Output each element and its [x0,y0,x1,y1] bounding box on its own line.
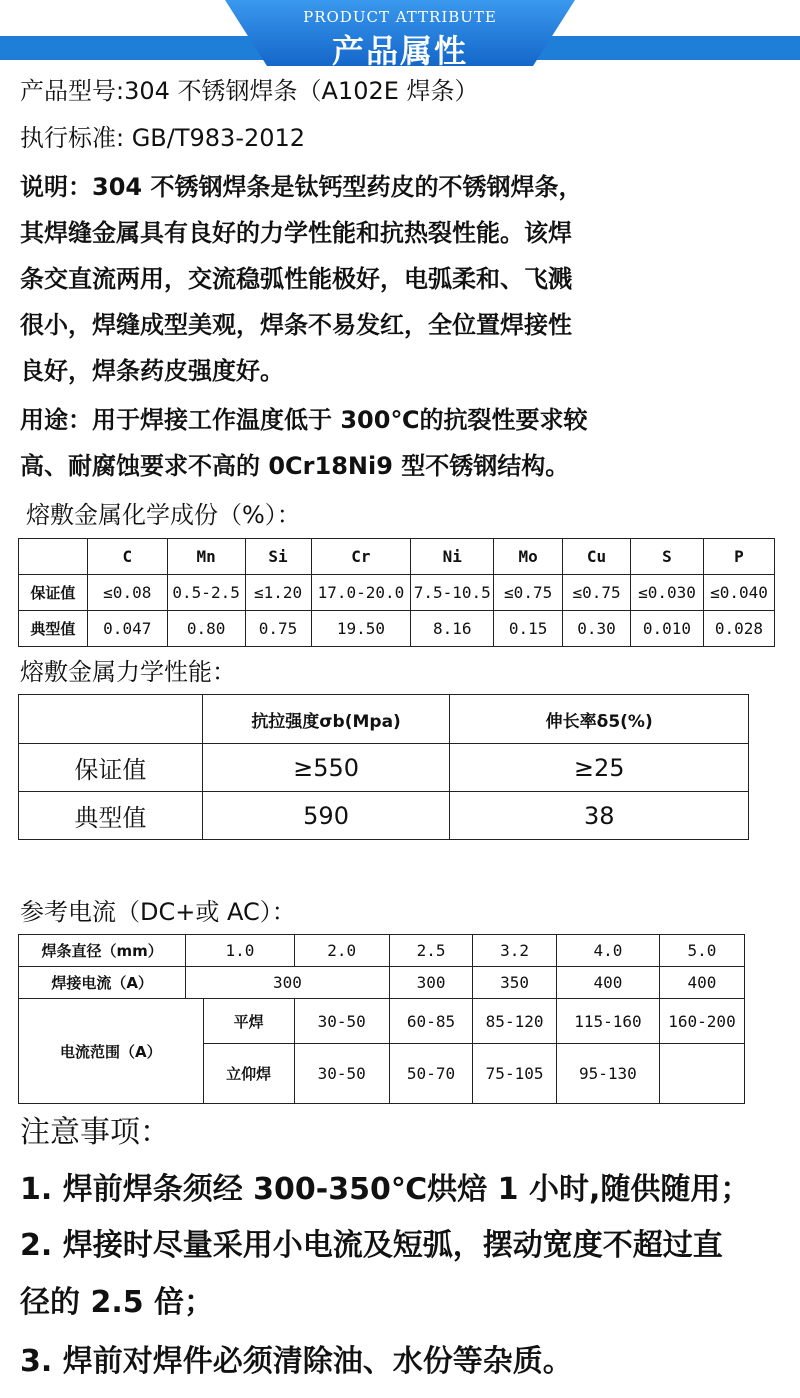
diameter-label: 焊条直径（mm） [19,935,186,967]
standard: 执行标准: GB/T983-2012 [20,124,306,152]
header-banner [0,0,800,70]
chem-header-cell: Cu [563,539,631,575]
note-line-1: 1. 焊前焊条须经 300-350℃烘焙 1 小时,随供随用； [20,1172,751,1207]
diameter-cell: 2.5 [389,935,473,967]
flat-cell: 85-120 [473,999,557,1044]
note-line-3: 径的 2.5 倍； [20,1285,215,1320]
diameter-cell: 3.2 [473,935,557,967]
welding-current-cell: 350 [473,967,557,999]
mech-header-cell: 抗拉强度σb(Mpa) [202,695,450,744]
desc-line-2: 其焊缝金属具有良好的力学性能和抗热裂性能。该焊 [20,219,572,247]
chem-cell: ≤0.75 [563,575,631,611]
flat-row [19,999,745,1044]
welding-current-cell: 300 [186,967,389,999]
welding-current-cell: 400 [659,967,744,999]
chem-cell: ≤0.030 [631,575,704,611]
chem-cell: 0.15 [494,611,563,647]
chem-cell: ≤0.75 [494,575,563,611]
vertical-cell [659,1044,744,1104]
diameter-cell: 1.0 [186,935,294,967]
chem-cell: 0.028 [703,611,774,647]
chem-cell: 17.0-20.0 [311,575,411,611]
chem-row-guaranteed [19,575,775,611]
chem-header-cell [19,539,88,575]
vertical-cell: 95-130 [556,1044,659,1104]
current-range-label: 电流范围（A） [19,999,204,1104]
welding-current-cell: 400 [556,967,659,999]
current-table [18,934,745,1104]
vertical-label: 立仰焊 [203,1044,294,1104]
flat-label: 平焊 [203,999,294,1044]
vertical-cell: 50-70 [389,1044,473,1104]
desc-line-4: 很小，焊缝成型美观，焊条不易发红，全位置焊接性 [20,311,572,339]
note-line-2: 2. 焊接时尽量采用小电流及短弧，摆动宽度不超过直 [20,1228,723,1263]
mech-row-label: 保证值 [19,744,203,792]
chem-header-cell: Mo [494,539,563,575]
desc-line-5: 良好，焊条药皮强度好。 [20,357,284,385]
welding-current-row [19,967,745,999]
chem-header-cell: Mn [167,539,245,575]
chem-cell: ≤0.08 [87,575,167,611]
mech-cell: ≥550 [202,744,450,792]
mech-header-row [19,695,749,744]
diameter-cell: 2.0 [294,935,389,967]
mech-cell: 38 [450,792,749,840]
mech-row-guaranteed [19,744,749,792]
chem-header-row [19,539,775,575]
chem-title: 熔敷金属化学成份（%）： [26,501,301,529]
welding-current-label: 焊接电流（A） [19,967,186,999]
flat-cell: 30-50 [294,999,389,1044]
chem-header-cell: P [703,539,774,575]
chem-header-cell: Cr [311,539,411,575]
chem-cell: 0.5-2.5 [167,575,245,611]
chem-header-cell: Si [245,539,311,575]
chem-cell: 0.30 [563,611,631,647]
chem-cell: 0.80 [167,611,245,647]
mech-title: 熔敷金属力学性能： [20,658,236,686]
flat-cell: 60-85 [389,999,473,1044]
mech-cell: 590 [202,792,450,840]
chem-cell: 0.010 [631,611,704,647]
current-title: 参考电流（DC+或 AC）： [20,898,296,926]
note-line-4: 3. 焊前对焊件必须清除油、水份等杂质。 [20,1344,573,1379]
chem-cell: ≤1.20 [245,575,311,611]
diameter-row [19,935,745,967]
mech-row-typical [19,792,749,840]
chem-header-cell: Ni [411,539,494,575]
vertical-cell: 75-105 [473,1044,557,1104]
chem-cell: 8.16 [411,611,494,647]
diameter-cell: 5.0 [659,935,744,967]
chem-row-label: 典型值 [19,611,88,647]
desc-line-1: 说明：304 不锈钢焊条是钛钙型药皮的不锈钢焊条， [20,173,583,201]
flat-cell: 160-200 [659,999,744,1044]
diameter-cell: 4.0 [556,935,659,967]
notes-title: 注意事项： [20,1115,170,1150]
chem-header-cell: S [631,539,704,575]
mech-row-label: 典型值 [19,792,203,840]
chem-row-typical [19,611,775,647]
chem-cell: ≤0.040 [703,575,774,611]
chem-header-cell: C [87,539,167,575]
vertical-cell: 30-50 [294,1044,389,1104]
banner-title-cn: 产品属性 [331,32,468,70]
flat-cell: 115-160 [556,999,659,1044]
mech-header-cell: 伸长率δ5(%) [450,695,749,744]
chem-cell: 0.75 [245,611,311,647]
welding-current-cell: 300 [389,967,473,999]
usage-line-1: 用途：用于焊接工作温度低于 300℃的抗裂性要求较 [20,406,588,434]
chem-row-label: 保证值 [19,575,88,611]
usage-line-2: 高、耐腐蚀要求不高的 0Cr18Ni9 型不锈钢结构。 [20,452,570,480]
mech-table [18,694,749,840]
desc-line-3: 条交直流两用，交流稳弧性能极好，电弧柔和、飞溅 [20,265,572,293]
chem-cell: 7.5-10.5 [411,575,494,611]
product-model: 产品型号:304 不锈钢焊条（A102E 焊条） [20,77,479,105]
chem-table [18,538,775,647]
banner-title-en: PRODUCT ATTRIBUTE [303,8,497,26]
mech-cell: ≥25 [450,744,749,792]
chem-cell: 19.50 [311,611,411,647]
mech-header-cell [19,695,203,744]
chem-cell: 0.047 [87,611,167,647]
